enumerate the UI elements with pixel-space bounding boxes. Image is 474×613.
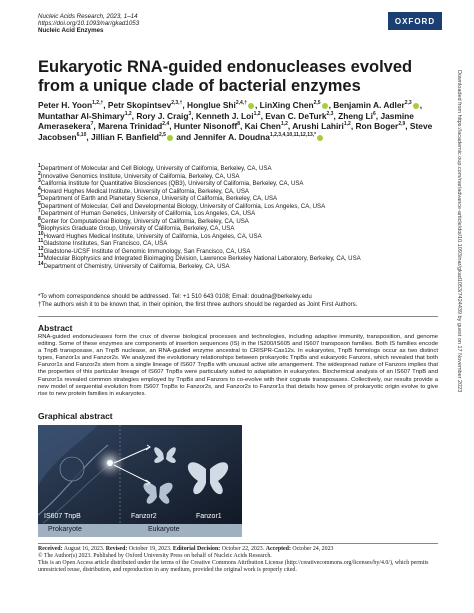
affiliation-text: Gladstone Institutes, San Francisco, CA, USA bbox=[43, 240, 168, 247]
affiliation-number: 5 bbox=[38, 192, 41, 199]
author-name[interactable]: Petr Skopintsev bbox=[107, 100, 172, 110]
affiliation-text: Howard Hughes Medical Institute, University of California, Los Angeles, CA, USA bbox=[43, 232, 262, 240]
affiliation-text: Department of Chemistry, University of California, Berkeley, CA, USA bbox=[43, 262, 230, 270]
affiliation-text: Innovative Genomics Institute, University of California, Berkeley, CA, USA bbox=[40, 172, 240, 180]
article-footer bbox=[38, 546, 438, 574]
affiliation-number: 3 bbox=[38, 177, 41, 184]
revised-date: October 19, 2023. bbox=[128, 546, 172, 552]
author-affiliation-marker: 1,2 bbox=[124, 110, 132, 117]
author-name[interactable]: Hunter Nisonoff bbox=[173, 121, 238, 132]
affiliation-item bbox=[38, 162, 438, 173]
revised-label: Revised: bbox=[105, 546, 128, 552]
affiliation-text: Gladstone-UCSF Institute of Genomic Immunology, San Francisco, CA, USA bbox=[43, 247, 251, 255]
author-affiliation-marker: 2,4,† bbox=[235, 100, 247, 107]
author-affiliation-marker: 2,4 bbox=[162, 121, 170, 128]
author-name[interactable]: Honglue Shi bbox=[187, 100, 236, 110]
author-affiliation-marker: 8 bbox=[237, 121, 240, 128]
affiliation-number: 13 bbox=[38, 252, 44, 259]
affiliation-item bbox=[38, 237, 438, 248]
label-prokaryote: Prokaryote bbox=[48, 526, 82, 533]
author-affiliation-marker: 2,3 bbox=[404, 100, 412, 107]
author-name[interactable]: Steve Jacobsen bbox=[38, 121, 433, 142]
editorial-label: Editorial Decision: bbox=[172, 546, 221, 552]
divider bbox=[38, 316, 438, 317]
article-title: Eukaryotic RNA-guided endonucleases evolved from a unique clade of bacterial enzymes bbox=[38, 58, 413, 95]
author-affiliation-marker: 6 bbox=[373, 110, 376, 117]
author-name[interactable]: Evan C. DeTurk bbox=[265, 110, 327, 121]
affiliation-item bbox=[38, 177, 438, 188]
abstract-text: RNA-guided endonucleases form the crux of diverse biological processes and technologies, including adaptive immunity, transposition, and genome editing. Some of these enzymes are components of insertion sequences (IS) in the IS200/IS605 and IS607 transposon families. Both IS families encode a TnpB transposase, an TnpB nuclease, an RNA-guided enzyme ancestral to CRISPR-Cas12s. In eukaryotes, TnpB homologs occur as two distinct types, Fanzor1s and Fanzor2s. We analyzed the evolutionary relationships between prokaryotic TnpBs and eukaryotic Fanzors, which revealed that both Fanzor1s and Fanzor2s stem from a single lineage of IS607 TnpBs with unusual active site arrangement. The widespread nature of Fanzors implies that the properties of this particular lineage of IS607 TnpBs were particularly suited to adaptation in eukaryotes. Biochemical analysis of an IS607 TnpB and Fanzor1s revealed common strategies employed by TnpBs and Fanzors to co-evolve with their cognate transposases. Collectively, our results provide a new model of sequential evolution from IS607 TnpBs to Fanzor2s, and Fanzor2s to Fanzor1s that details how genes of prokaryotic origin evolve to give rise to new protein families in eukaryotes. bbox=[38, 334, 438, 397]
orcid-icon[interactable] bbox=[322, 103, 328, 109]
author-name[interactable]: Benjamin A. Adler bbox=[333, 100, 405, 110]
affiliation-number: 7 bbox=[38, 207, 41, 214]
oxford-logo: OXFORD bbox=[388, 12, 442, 30]
download-note: Downloaded from https://academic.oup.com/nar/advance-article/doi/10.1093/nar/gkad1053/7424439 by guest on 17 November 2023 bbox=[456, 70, 462, 393]
author-name[interactable]: Peter H. Yoon bbox=[38, 100, 93, 110]
affiliation-item bbox=[38, 192, 438, 203]
affiliation-number: 2 bbox=[38, 170, 41, 177]
affiliation-item bbox=[38, 260, 438, 271]
section-label: Nucleic Acid Enzymes bbox=[38, 27, 104, 35]
affiliation-item bbox=[38, 222, 438, 233]
affiliation-item bbox=[38, 207, 438, 218]
affiliation-text: Center for Computational Biology, University of California, Berkeley, CA, USA bbox=[40, 217, 249, 225]
affiliation-number: 6 bbox=[38, 200, 41, 207]
author-affiliation-marker: 2,3,† bbox=[171, 100, 183, 107]
cell-shape bbox=[60, 457, 84, 481]
affiliation-number: 4 bbox=[38, 185, 41, 192]
affiliation-text: Department of Molecular, Cell and Developmental Biology, University of California, Los Angeles, CA, USA bbox=[40, 202, 326, 210]
affiliation-number: 14 bbox=[38, 260, 44, 267]
correspondence-note: *To whom correspondence should be addressed. Tel: +1 510 643 0108; Email: doudna@berkeley.edu bbox=[38, 293, 312, 300]
copyright-line: © The Author(s) 2023. Published by Oxford University Press on behalf of Nucleic Acids Research. bbox=[38, 553, 272, 560]
author-name[interactable]: Arushi Lahiri bbox=[292, 121, 344, 132]
author-affiliation-marker: 1,2,† bbox=[92, 100, 104, 107]
author-name[interactable]: Kai Chen bbox=[244, 121, 281, 132]
author-name[interactable]: Zheng Li bbox=[338, 110, 373, 121]
affiliation-text: Molecular Biophysics and Integrated Bioimaging Division, Lawrence Berkeley National Laboratory, Berkeley, CA, USA bbox=[43, 255, 361, 262]
affiliation-number: 8 bbox=[38, 215, 41, 222]
affiliation-item bbox=[38, 215, 438, 226]
affiliation-item bbox=[38, 185, 438, 196]
affiliation-item bbox=[38, 252, 438, 263]
label-is607-tnpb: IS607 TnpB bbox=[44, 513, 81, 520]
label-fanzor1: Fanzor1 bbox=[196, 513, 222, 520]
label-fanzor2: Fanzor2 bbox=[131, 513, 157, 520]
received-label: Received: bbox=[38, 546, 63, 552]
affiliation-item bbox=[38, 170, 438, 181]
affiliation-text: Department of Molecular and Cell Biology, University of California, Berkeley, CA, USA bbox=[40, 165, 272, 172]
author-affiliation-marker: 2,3 bbox=[326, 110, 334, 117]
affiliation-item bbox=[38, 230, 438, 241]
affiliation-number: 11 bbox=[38, 237, 44, 244]
affiliation-text: Department of Earth and Planetary Science, University of California, Berkeley, CA, USA bbox=[40, 195, 278, 202]
orcid-icon[interactable] bbox=[167, 135, 173, 141]
author-affiliation-marker: 7 bbox=[90, 121, 94, 128]
download-watermark bbox=[455, 70, 467, 570]
author-name[interactable]: LinXing Chen bbox=[259, 100, 314, 110]
author-affiliation-marker: 1,2 bbox=[343, 121, 351, 128]
affiliation-number: 12 bbox=[38, 245, 44, 252]
license-text: This is an Open Access article distributed under the terms of the Creative Commons Attribution License (http://creativecommons.org/licenses/by/4.0/), which permits unrestricted reuse, distribution, and reproduction in any medium, provided the original work is properly cited. bbox=[38, 560, 429, 574]
affiliation-number: 9 bbox=[38, 222, 41, 229]
author-affiliation-marker: 2,9 bbox=[398, 121, 406, 128]
author-affiliation-marker: 1,2 bbox=[280, 121, 288, 128]
author-name[interactable]: Jasmine Amerasekera bbox=[38, 110, 414, 132]
affiliation-item bbox=[38, 245, 438, 256]
author-name[interactable]: Rory J. Craig bbox=[136, 110, 189, 121]
affiliation-text: Department of Human Genetics, University of California, Los Angeles, CA, USA bbox=[40, 210, 256, 217]
affiliation-number: 1 bbox=[38, 162, 41, 169]
author-list: Peter H. Yoon$^{1,2,\dagger}$, Petr Skopintsev$^{2,3,\dagger}$, Honglue Shi$^{2,4,\dagger}$ , LinXing Chen$^{2,5}$ , Benjamin A. Adler$^{2,3}$ , Muntathar Al-Shimary$^{1,2}$, Rory J. Craig$^3$, Kenneth J. Loi$^{1,2}$, Evan C. DeTurk$^{2,3}$, Zheng Li$^6$, Jasmine Amerasekera$^7$, Marena Trinidad$^{2,4}$, Hunter Nisonoff$^8$, Kai Chen$^{1,2}$, Arushi Lahiri$^{1,2}$, Ron Boger$^{2,9}$, Steve Jacobsen$^{6,10}$, Jillian F. Banfield$^{2,5}$ and Jennifer A. Doudna$^{1,2,3,4,10,11,12,13,*}$ bbox=[38, 100, 433, 142]
author-name[interactable]: Jennifer A. Doudna bbox=[193, 131, 270, 142]
graphical-abstract-heading: Graphical abstract bbox=[38, 411, 113, 421]
divider bbox=[38, 543, 438, 544]
affiliation-list bbox=[38, 162, 438, 270]
affiliation-item bbox=[38, 200, 438, 211]
affiliation-text: California Institute for Quantitative Biosciences (QB3), University of California, Berkeley, CA, USA bbox=[40, 180, 304, 187]
orcid-icon[interactable] bbox=[248, 103, 254, 109]
affiliation-text: Biophysics Graduate Group, University of California, Berkeley, CA, USA bbox=[40, 225, 235, 232]
doi-link[interactable]: https://doi.org/10.1093/nar/gkad1053 bbox=[38, 20, 140, 28]
author-name[interactable]: Kenneth J. Loi bbox=[195, 110, 254, 121]
accepted-date: October 24, 2023 bbox=[292, 546, 334, 552]
orcid-icon[interactable] bbox=[317, 135, 323, 141]
editorial-date: October 22, 2023. bbox=[221, 546, 265, 552]
author-affiliation-marker: 2,5 bbox=[158, 131, 166, 138]
affiliation-number: 10 bbox=[38, 230, 44, 237]
author-notes bbox=[38, 293, 438, 308]
received-date: August 16, 2023. bbox=[63, 546, 105, 552]
equal-contribution-note: †The authors wish it to be known that, in their opinion, the first three authors should be regarded as Joint First Authors. bbox=[38, 300, 358, 308]
domain-bar bbox=[38, 524, 242, 537]
author-affiliation-marker: 3 bbox=[188, 110, 192, 117]
journal-citation: Nucleic Acids Research, 2023, 1–14 bbox=[38, 13, 138, 20]
label-eukaryote: Eukaryote bbox=[148, 526, 180, 533]
author-name[interactable]: Muntathar Al-Shimary bbox=[38, 110, 125, 121]
accepted-label: Accepted: bbox=[265, 546, 291, 552]
author-name[interactable]: Ron Boger bbox=[355, 121, 399, 132]
burst-core bbox=[107, 460, 113, 466]
author-name[interactable]: Marena Trinidad bbox=[98, 121, 163, 132]
journal-header bbox=[38, 13, 139, 35]
affiliation-text: Howard Hughes Medical Institute, University of California, Berkeley, CA, USA bbox=[40, 187, 249, 195]
graphical-abstract-image bbox=[38, 425, 242, 537]
orcid-icon[interactable] bbox=[413, 103, 419, 109]
author-affiliation-marker: 2,5 bbox=[313, 100, 321, 107]
author-affiliation-marker: 1,2,3,4,10,11,12,13,* bbox=[269, 131, 317, 138]
author-affiliation-marker: 6,10 bbox=[76, 131, 87, 138]
author-name[interactable]: Jillian F. Banfield bbox=[91, 131, 159, 142]
author-affiliation-marker: 1,2 bbox=[253, 110, 261, 117]
graphical-abstract-art bbox=[38, 425, 242, 537]
abstract-heading: Abstract bbox=[38, 323, 73, 333]
